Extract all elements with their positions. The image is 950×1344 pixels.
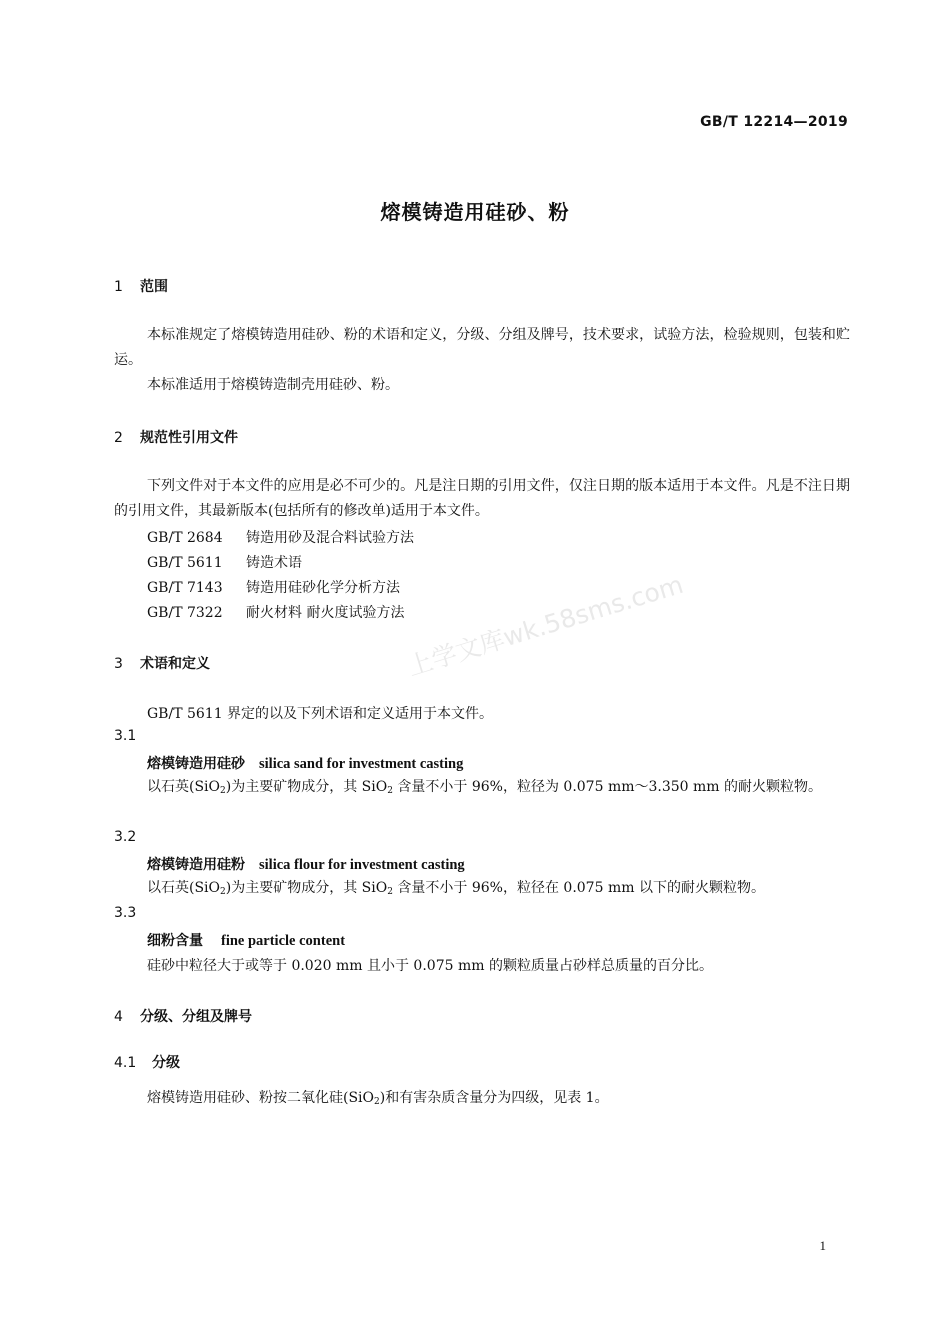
reference-code: GB/T 2684 [147,530,223,546]
document-title: 熔模铸造用硅砂、粉 [380,200,570,224]
subsection-title: 分级 [152,1055,180,1071]
section-number: 1 [114,279,123,295]
reference-item [147,577,400,597]
term-english: silica sand for investment casting [259,756,464,772]
section-number: 4 [114,1009,123,1025]
term-chinese: 熔模铸造用硅粉 [147,857,245,873]
subscript: 2 [387,887,393,897]
reference-title: 铸造术语 [246,555,302,571]
term-english: silica flour for investment casting [259,857,465,873]
term-english: fine particle content [221,933,346,949]
subsection-number: 4.1 [114,1055,137,1071]
subscript: 2 [220,887,226,897]
definition-text: )为主要矿物成分，其 SiO [225,880,388,896]
term-number: 3.3 [114,905,137,921]
subsection-4-1-heading [114,1052,180,1072]
subscript: 2 [387,786,393,796]
term-definition: 硅砂中粒径大于或等于 0.020 mm 且小于 0.075 mm 的颗粒质量占砂样总质量的百分比。 [147,958,713,974]
reference-title: 铸造用砂及混合料试验方法 [246,530,414,546]
section-3-heading [114,653,210,673]
section-number: 3 [114,656,123,672]
definition-text: 以石英(SiO [147,880,221,896]
section-title: 分级、分组及牌号 [140,1009,252,1025]
term-definition [114,876,850,905]
term-number: 3.1 [114,728,137,744]
paragraph-text: )和有害杂质含量分为四级，见表 1。 [379,1090,609,1106]
subscript: 2 [374,1097,380,1107]
section-title: 规范性引用文件 [140,430,238,446]
terms-intro: GB/T 5611 界定的以及下列术语和定义适用于本文件。 [147,706,494,722]
subscript: 2 [220,786,226,796]
section-2-heading [114,427,238,447]
scope-paragraph-1: 本标准规定了熔模铸造用硅砂、粉的术语和定义，分级、分组及牌号，技术要求，试验方法，检验规则，包装和贮运。 [114,327,850,368]
page-number: 1 [819,1238,826,1253]
term-heading [147,753,463,773]
reference-title: 耐火材料 耐火度试验方法 [246,605,405,621]
reference-code: GB/T 5611 [147,555,223,571]
definition-text: 以石英(SiO [147,779,221,795]
watermark: 上学文库wk.58sms.com [404,569,687,682]
standard-code: GB/T 12214—2019 [700,114,848,130]
reference-code: GB/T 7143 [147,580,223,596]
section-title: 范围 [140,279,168,295]
definition-text: )为主要矿物成分，其 SiO [225,779,388,795]
section-title: 术语和定义 [140,656,210,672]
definition-text: 含量不小于 96%，粒径为 0.075 mm～3.350 mm 的耐火颗粒物。 [392,779,823,795]
section-1-heading [114,276,168,296]
term-chinese: 细粉含量 [147,933,203,949]
reference-item [147,602,404,622]
paragraph-text: 熔模铸造用硅砂、粉按二氧化硅(SiO [147,1090,375,1106]
term-chinese: 熔模铸造用硅砂 [147,756,245,772]
definition-text: 含量不小于 96%，粒径在 0.075 mm 以下的耐火颗粒物。 [392,880,765,896]
normative-references-paragraph: 下列文件对于本文件的应用是必不可少的。凡是注日期的引用文件，仅注日期的版本适用于本文件。凡是不注日期的引用文件，其最新版本(包括所有的修改单)适用于本文件。 [114,478,850,519]
classification-paragraph [147,1087,609,1107]
section-4-heading [114,1006,252,1026]
section-number: 2 [114,430,123,446]
term-definition [114,775,850,804]
term-heading [147,930,345,950]
reference-title: 铸造用硅砂化学分析方法 [246,580,400,596]
reference-code: GB/T 7322 [147,605,223,621]
reference-item [147,527,414,547]
term-heading [147,854,465,874]
term-number: 3.2 [114,829,137,845]
reference-item [147,552,302,572]
scope-paragraph-2: 本标准适用于熔模铸造制壳用硅砂、粉。 [147,377,399,393]
